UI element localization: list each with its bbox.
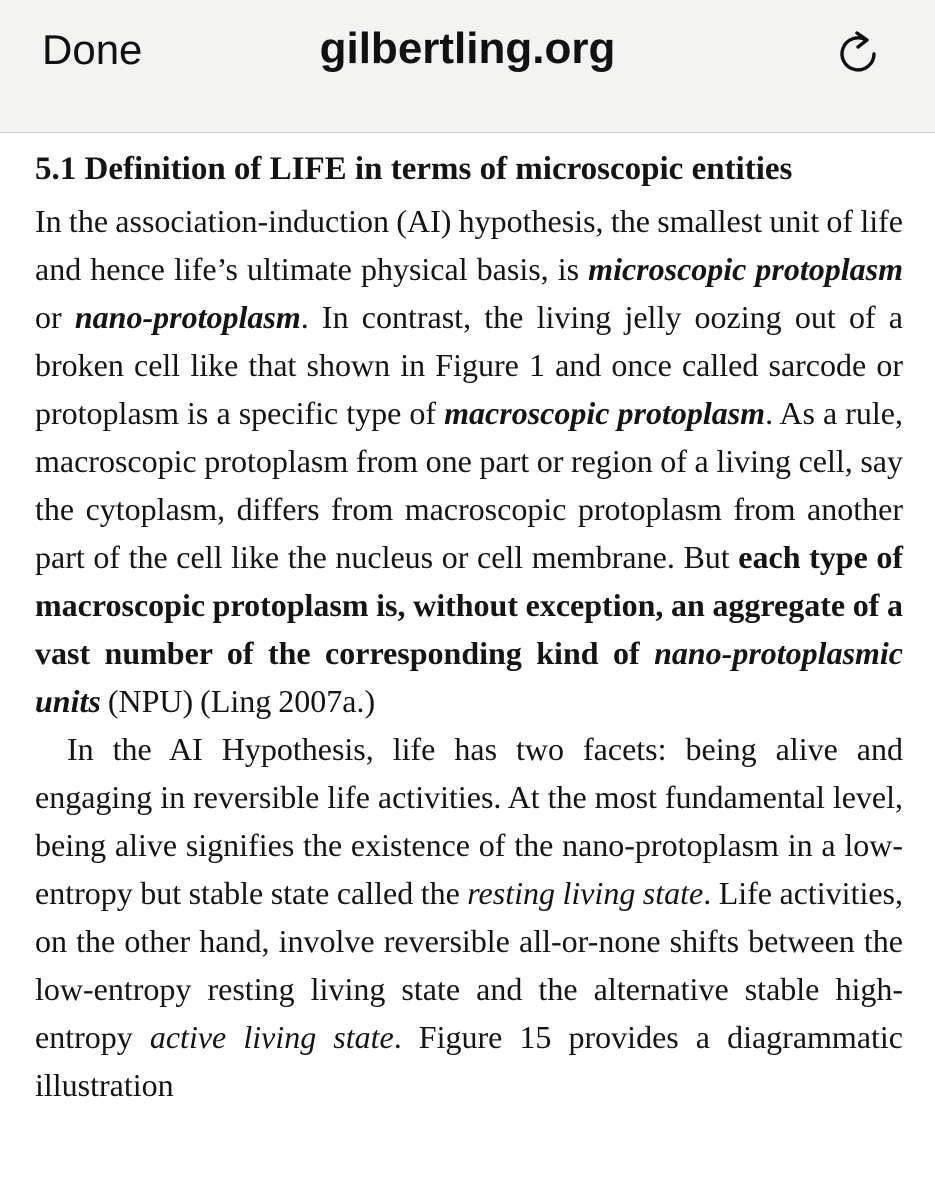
url-domain: gilbertling.org: [319, 24, 616, 73]
p1-term-microscopic-protoplasm: microscopic protoplasm: [588, 251, 904, 287]
p2-term-resting-living-state: resting living state: [467, 875, 704, 911]
p2-text: In the AI Hypothesis, life has two facets: being alive and engaging in reversible life activities. At the most fundamental level, being alive signifies the existence of the nano-protoplasm in a low-entropy but stable state called the: [35, 731, 903, 911]
p1-text: In the association-induction (AI) hypothesis, the smallest unit of life and hence life’s ultimate physical basis, is: [35, 203, 903, 287]
p1-term-npu: nano-protoplasmic units: [35, 635, 903, 719]
p2-term-active-living-state: active living state: [149, 1019, 394, 1055]
p1-text: . In contrast, the living jelly oozing out of a broken cell like that shown in Figure 1 and once called sarcode or protoplasm is a specific type of: [35, 299, 904, 431]
done-button[interactable]: Done: [42, 26, 143, 73]
p1-citation: (NPU) (Ling 2007a.): [100, 683, 376, 719]
p1-term-nano-protoplasm: nano-protoplasm: [74, 299, 301, 335]
paragraph-1: [35, 197, 903, 725]
browser-toolbar: [0, 0, 935, 133]
reload-icon: [832, 28, 884, 80]
p1-term-macroscopic-protoplasm: macroscopic protoplasm: [444, 395, 766, 431]
paragraph-2: [35, 725, 903, 1109]
p1-bold-statement: each type of macroscopic protoplasm is, without exception, an aggregate of a vast number of the corresponding kind of: [35, 539, 904, 671]
p1-text: or: [35, 299, 75, 335]
reload-button[interactable]: [832, 28, 884, 80]
section-heading: 5.1 Definition of LIFE in terms of microscopic entities: [35, 151, 793, 187]
document-page: [35, 133, 903, 1109]
p2-text: . Life activities, on the other hand, involve reversible all-or-none shifts between the low-entropy resting living state and the alternative stable high-entropy: [35, 875, 903, 1055]
p2-text: . Figure 15 provides a diagrammatic illustration: [35, 1019, 904, 1103]
p1-text: . As a rule, macroscopic protoplasm from one part or region of a living cell, say the cytoplasm, differs from macroscopic protoplasm from another part of the cell like the nucleus or cell membrane. But: [35, 395, 904, 575]
